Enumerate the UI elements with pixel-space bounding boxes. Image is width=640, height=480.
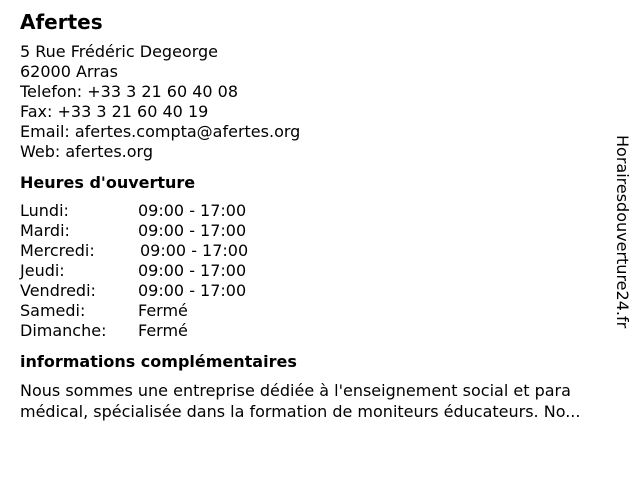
hours-row-monday	[20, 201, 620, 221]
hours-time-value: 09:00 - 17:00	[138, 201, 247, 220]
address-line-2: 62000 Arras	[20, 62, 118, 81]
hours-day-label: Vendredi:	[20, 281, 96, 300]
hours-day-label: Lundi:	[20, 201, 69, 220]
hours-heading: Heures d'ouverture	[20, 173, 196, 192]
phone-line: Telefon: +33 3 21 60 40 08	[20, 82, 239, 101]
hours-time-value: 09:00 - 17:00	[140, 241, 249, 260]
business-card	[20, 10, 620, 422]
hours-day-label: Mercredi:	[20, 241, 95, 260]
info-description: Nous sommes une entreprise dédiée à l'enseignement social et para médical, spécialisée dans la formation de moniteurs éducateurs. No...	[20, 381, 581, 421]
hours-time-value: 09:00 - 17:00	[138, 221, 247, 240]
watermark-brand: Horairesdouverture24.fr	[613, 135, 632, 329]
hours-row-wednesday	[20, 241, 620, 261]
fax-line: Fax: +33 3 21 60 40 19	[20, 102, 209, 121]
hours-day-label: Dimanche:	[20, 321, 107, 340]
business-name: Afertes	[20, 10, 103, 34]
hours-row-friday	[20, 281, 620, 301]
hours-table	[20, 201, 620, 341]
hours-row-sunday	[20, 321, 620, 341]
hours-time-value: 09:00 - 17:00	[138, 261, 247, 280]
hours-row-saturday	[20, 301, 620, 321]
hours-day-label: Samedi:	[20, 301, 86, 320]
hours-day-label: Mardi:	[20, 221, 70, 240]
info-heading: informations complémentaires	[20, 352, 297, 371]
hours-day-label: Jeudi:	[20, 261, 65, 280]
web-line: Web: afertes.org	[20, 142, 153, 161]
address-line-1: 5 Rue Frédéric Degeorge	[20, 42, 218, 61]
email-line: Email: afertes.compta@afertes.org	[20, 122, 301, 141]
hours-time-value: Fermé	[138, 301, 188, 320]
hours-time-value: Fermé	[138, 321, 188, 340]
hours-row-tuesday	[20, 221, 620, 241]
hours-row-thursday	[20, 261, 620, 281]
hours-time-value: 09:00 - 17:00	[138, 281, 247, 300]
